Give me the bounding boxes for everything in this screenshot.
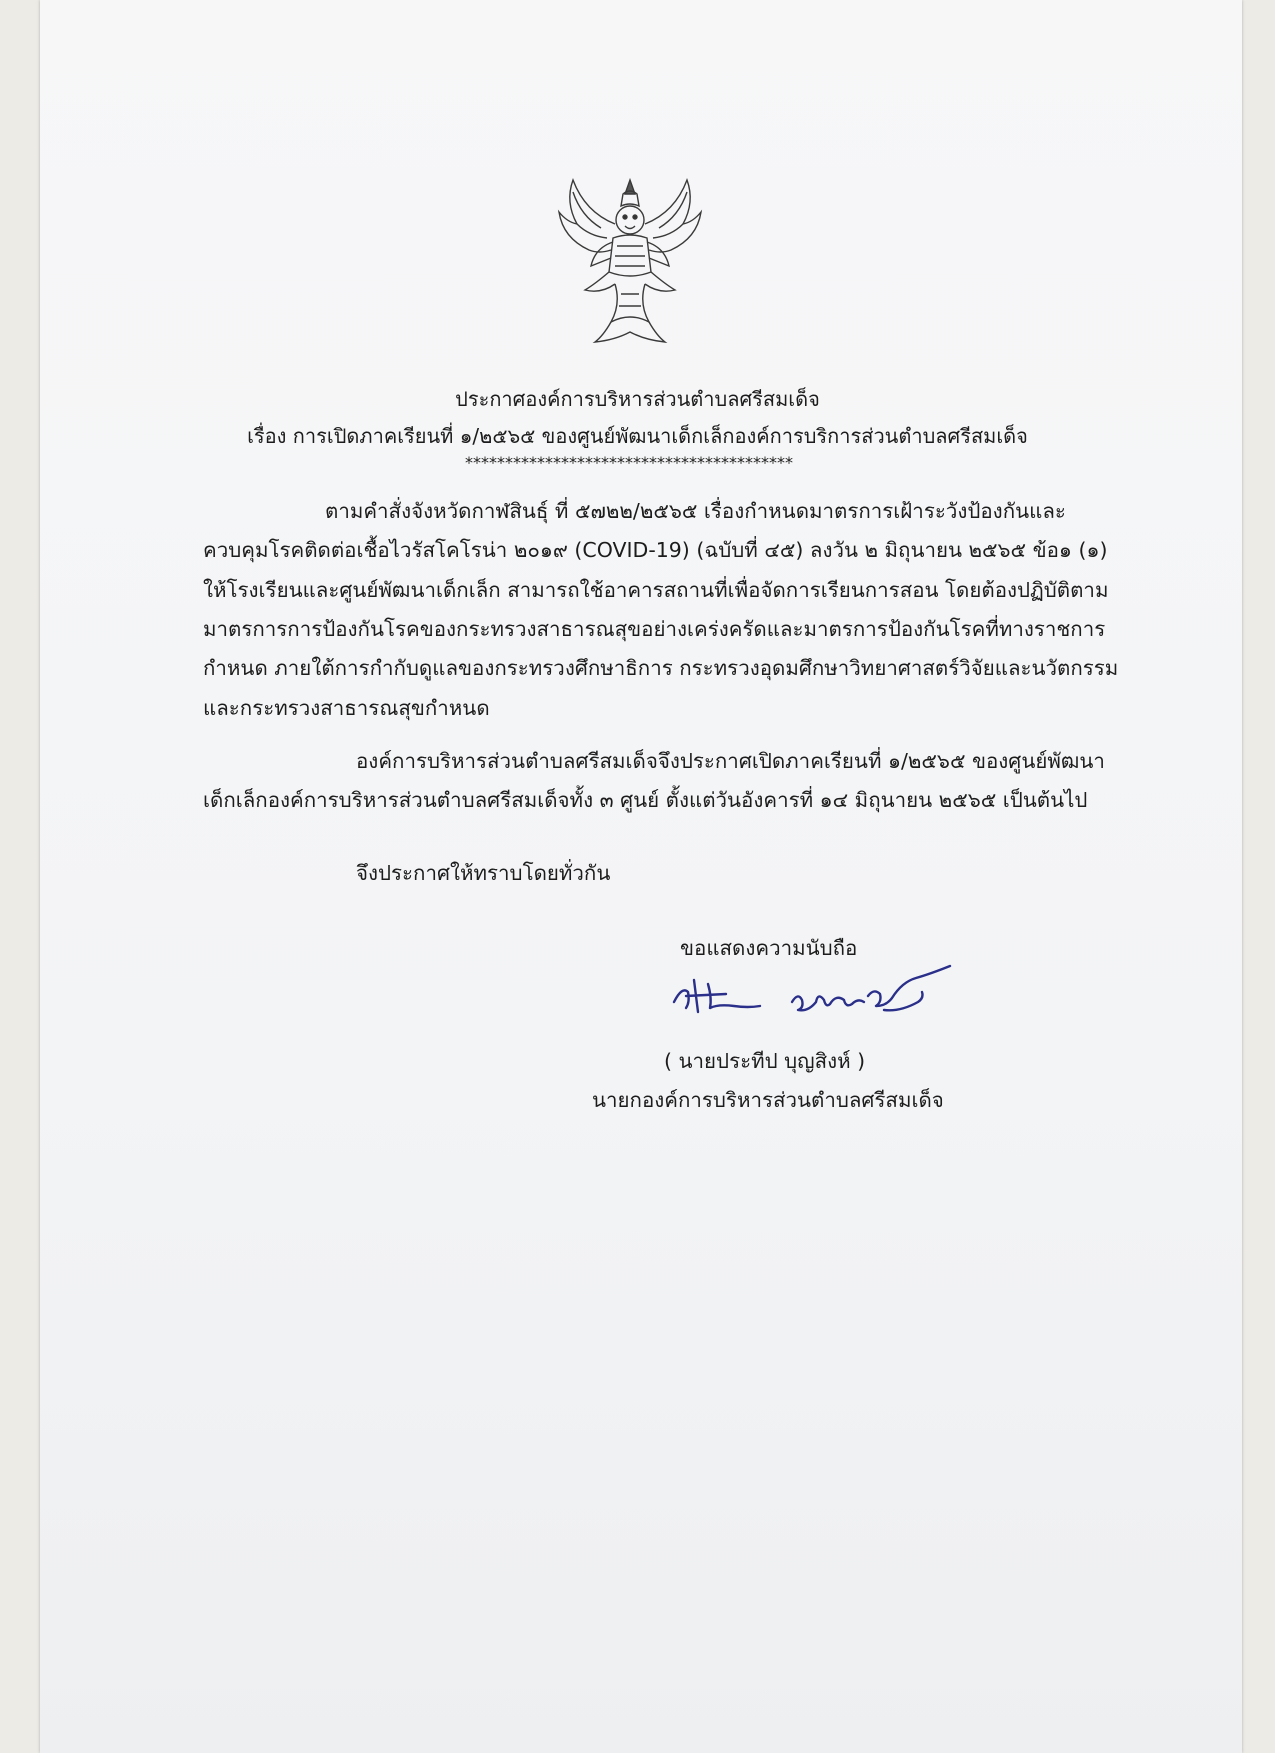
paragraph1-line4: มาตรการการป้องกันโรคของกระทรวงสาธารณสุขอย่างเคร่งครัดและมาตรการป้องกันโรคที่ทางราชการ [203, 617, 1106, 641]
closing-statement: จึงประกาศให้ทราบโดยทั่วกัน [356, 861, 611, 885]
handwritten-signature [668, 962, 958, 1022]
paragraph1-line2: ควบคุมโรคติดต่อเชื้อไวรัสโคโรน่า ๒๐๑๙ (COVID-19) (ฉบับที่ ๔๕) ลงวัน ๒ มิถุนายน ๒๕๖๕ ข้อ๑ (๑) [203, 538, 1108, 562]
paragraph1-line1: ตามคำสั่งจังหวัดกาฬสินธุ์ ที่ ๕๗๒๒/๒๕๖๕ เรื่องกำหนดมาตรการเฝ้าระวังป้องกันและ [325, 499, 1066, 523]
separator-line: ***************************************** [465, 453, 793, 472]
garuda-emblem-icon [555, 172, 705, 350]
regards-text: ขอแสดงความนับถือ [680, 936, 858, 960]
paragraph1-line5: กำหนด ภายใต้การกำกับดูแลของกระทรวงศึกษาธิการ กระทรวงอุดมศึกษาวิทยาศาสตร์วิจัยและนวัตกรรม [203, 656, 1119, 680]
paragraph1-line3: ให้โรงเรียนและศูนย์พัฒนาเด็กเล็ก สามารถใช้อาคารสถานที่เพื่อจัดการเรียนการสอน โดยต้องปฏิบัติตาม [203, 578, 1109, 602]
paragraph2-line1: องค์การบริหารส่วนตำบลศรีสมเด็จจึงประกาศเปิดภาคเรียนที่ ๑/๒๕๖๕ ของศูนย์พัฒนา [356, 749, 1105, 773]
announcement-subject: เรื่อง การเปิดภาคเรียนที่ ๑/๒๕๖๕ ของศูนย์พัฒนาเด็กเล็กองค์การบริการส่วนตำบลศรีสมเด็จ [247, 424, 1028, 448]
signatory-name: ( นายประทีป บุญสิงห์ ) [664, 1049, 866, 1073]
signatory-position: นายกองค์การบริหารส่วนตำบลศรีสมเด็จ [592, 1088, 944, 1112]
announcement-title: ประกาศองค์การบริหารส่วนตำบลศรีสมเด็จ [455, 387, 820, 411]
paragraph2-line2: เด็กเล็กองค์การบริหารส่วนตำบลศรีสมเด็จทั้ง ๓ ศูนย์ ตั้งแต่วันอังคารที่ ๑๔ มิถุนายน ๒๕๖๕ เป็นต้นไป [203, 788, 1088, 812]
paragraph1-line6: และกระทรวงสาธารณสุขกำหนด [203, 696, 490, 720]
